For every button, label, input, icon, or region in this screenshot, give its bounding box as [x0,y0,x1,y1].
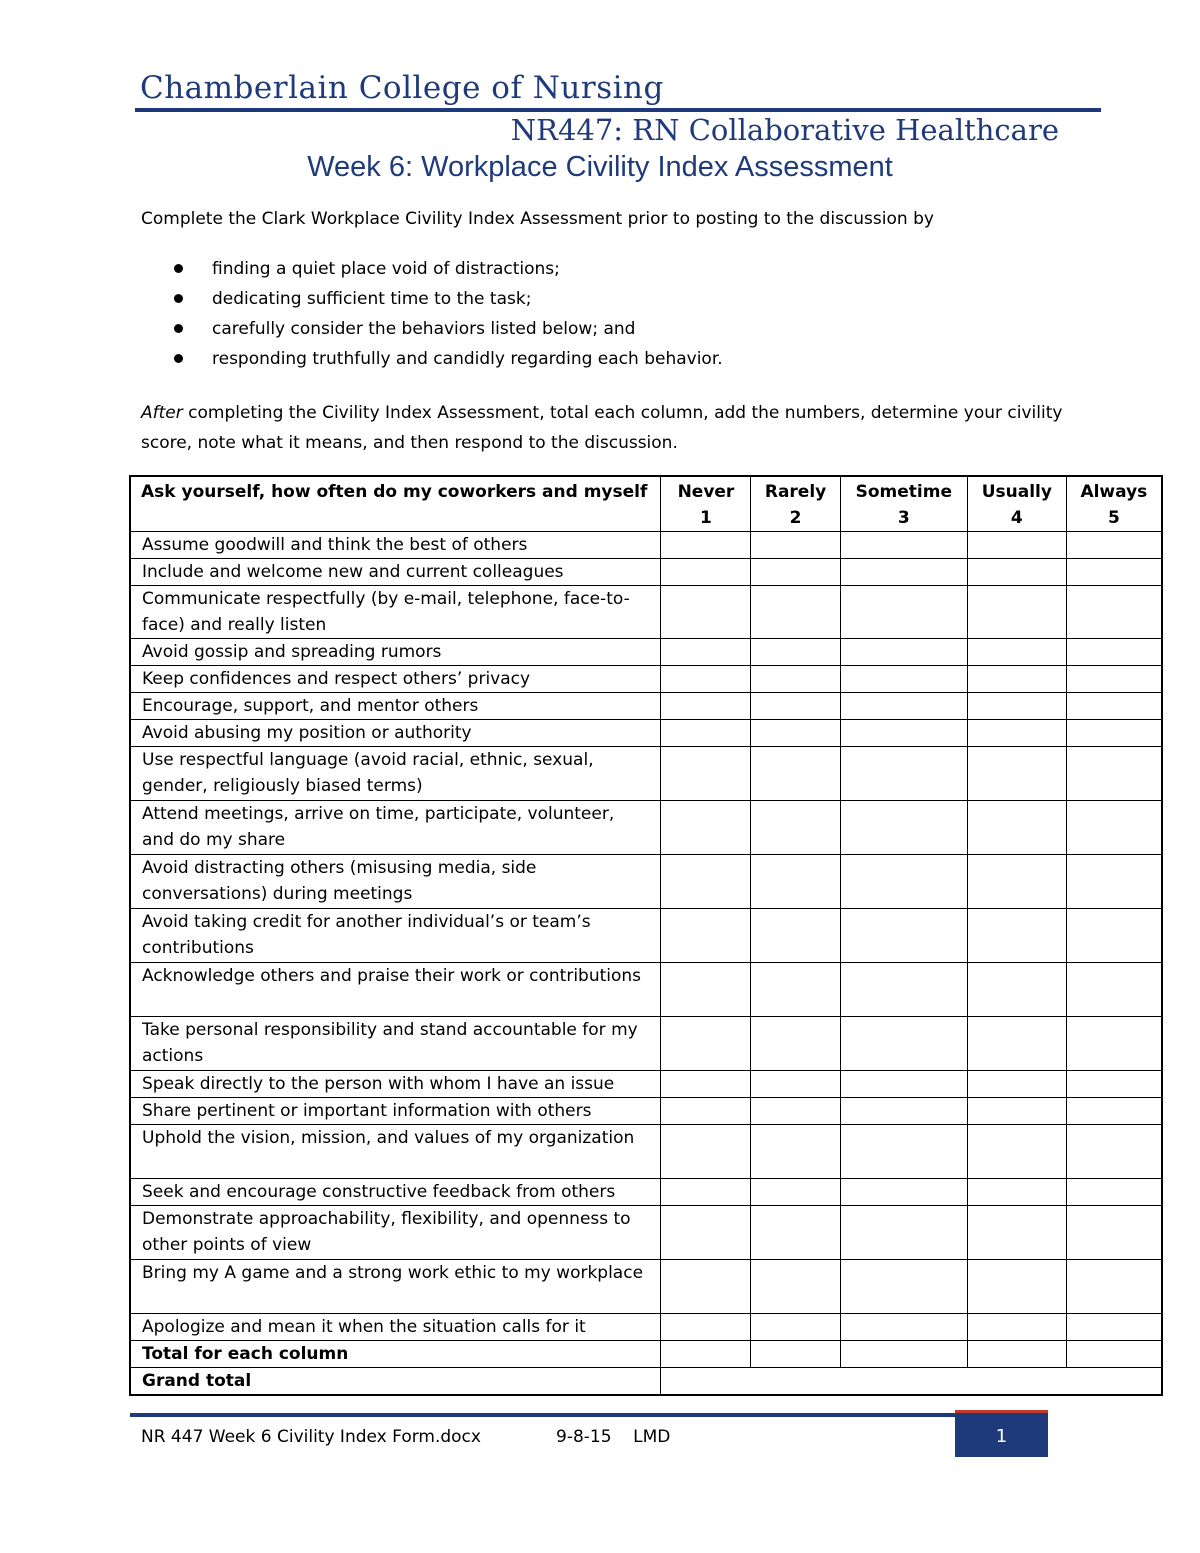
score-cell[interactable] [1066,1098,1162,1125]
score-cell[interactable] [751,693,840,720]
scale-value: 5 [1107,508,1120,528]
behavior-item: Avoid gossip and spreading rumors [130,639,661,666]
behavior-item: Communicate respectfully (by e-mail, telephone, face-to-face) and really listen [130,586,661,639]
score-cell[interactable] [661,666,751,693]
score-cell[interactable] [840,1098,967,1125]
score-cell[interactable] [1066,639,1162,666]
after-text: completing the Civility Index Assessment, total each column, add the numbers, determine your civility score, note what it means, and then respond to the discussion. [141,403,1063,453]
score-cell[interactable] [967,1125,1066,1179]
behavior-item: Demonstrate approachability, flexibility, and openness to other points of view [130,1206,661,1260]
score-cell[interactable] [751,720,840,747]
table-row [130,639,1162,666]
score-cell[interactable] [1066,666,1162,693]
score-cell[interactable] [751,1017,840,1071]
behavior-item: Avoid distracting others (misusing media, side conversations) during meetings [130,855,661,909]
score-cell[interactable] [751,559,840,586]
table-row [130,801,1162,855]
scale-value: 4 [1010,508,1023,528]
footer-filename: NR 447 Week 6 Civility Index Form.docx [141,1427,481,1447]
score-cell[interactable] [661,1071,751,1098]
scale-header-sometime [840,476,967,532]
score-cell[interactable] [661,1017,751,1071]
behavior-item: Seek and encourage constructive feedback from others [130,1179,661,1206]
score-cell[interactable] [840,559,967,586]
score-cell[interactable] [1066,532,1162,559]
total-cell[interactable] [661,1341,751,1368]
score-cell[interactable] [751,1071,840,1098]
civility-index-table [129,475,1163,1396]
table-row [130,1260,1162,1314]
score-cell[interactable] [661,1260,751,1314]
score-cell[interactable] [751,1206,840,1260]
score-cell[interactable] [967,1179,1066,1206]
behavior-item: Speak directly to the person with whom I have an issue [130,1071,661,1098]
score-cell[interactable] [661,720,751,747]
behavior-item: Assume goodwill and think the best of others [130,532,661,559]
score-cell[interactable] [1066,909,1162,963]
score-cell[interactable] [661,1125,751,1179]
score-cell[interactable] [1066,559,1162,586]
score-cell[interactable] [1066,1017,1162,1071]
score-cell[interactable] [751,909,840,963]
scale-value: 3 [897,508,910,528]
score-cell[interactable] [751,1314,840,1341]
score-cell[interactable] [661,963,751,1017]
scale-label: Always [1080,482,1148,502]
list-item-text: responding truthfully and candidly regarding each behavior. [212,349,723,369]
score-cell[interactable] [967,1098,1066,1125]
list-item [170,346,723,376]
table-row [130,909,1162,963]
table-row [130,1017,1162,1071]
behavior-item: Apologize and mean it when the situation calls for it [130,1314,661,1341]
scale-header-usually [967,476,1066,532]
scale-header-always [1066,476,1162,532]
score-cell[interactable] [661,639,751,666]
table-row [130,666,1162,693]
bullet-icon [174,264,183,273]
table-row [130,1206,1162,1260]
score-cell[interactable] [840,747,967,801]
footer-rule [130,1413,1048,1417]
score-cell[interactable] [1066,801,1162,855]
scale-value: 1 [700,508,712,528]
score-cell[interactable] [661,801,751,855]
score-cell[interactable] [967,720,1066,747]
score-cell[interactable] [751,586,840,639]
score-cell[interactable] [1066,1206,1162,1260]
total-cell[interactable] [751,1341,840,1368]
score-cell[interactable] [840,963,967,1017]
score-cell[interactable] [661,909,751,963]
behavior-item: Share pertinent or important information with others [130,1098,661,1125]
list-item-text: dedicating sufficient time to the task; [212,289,532,309]
table-header-row [130,476,1162,532]
behavior-item: Uphold the vision, mission, and values of my organization [130,1125,661,1179]
table-row [130,720,1162,747]
behavior-item: Acknowledge others and praise their work or contributions [130,963,661,1017]
score-cell[interactable] [661,1098,751,1125]
behavior-item: Avoid abusing my position or authority [130,720,661,747]
score-cell[interactable] [840,801,967,855]
after-instructions [141,398,1081,458]
score-cell[interactable] [1066,963,1162,1017]
list-item-text: carefully consider the behaviors listed below; and [212,319,636,339]
score-cell[interactable] [967,532,1066,559]
course-title: NR447: RN Collaborative Healthcare [510,113,1059,147]
score-cell[interactable] [967,666,1066,693]
score-cell[interactable] [967,1206,1066,1260]
score-cell[interactable] [967,1071,1066,1098]
grand-total-label: Grand total [130,1368,661,1396]
score-cell[interactable] [840,855,967,909]
score-cell[interactable] [661,855,751,909]
score-cell[interactable] [1066,1071,1162,1098]
table-row [130,586,1162,639]
behavior-item: Take personal responsibility and stand accountable for my actions [130,1017,661,1071]
score-cell[interactable] [751,801,840,855]
score-cell[interactable] [967,801,1066,855]
score-cell[interactable] [967,855,1066,909]
score-cell[interactable] [1066,693,1162,720]
behavior-item: Encourage, support, and mentor others [130,693,661,720]
table-row [130,559,1162,586]
score-cell[interactable] [661,559,751,586]
column-total-row [130,1341,1162,1368]
score-cell[interactable] [840,532,967,559]
grand-total-row [130,1368,1162,1396]
score-cell[interactable] [751,1260,840,1314]
score-cell[interactable] [661,1314,751,1341]
score-cell[interactable] [967,1017,1066,1071]
score-cell[interactable] [840,1125,967,1179]
list-item [170,316,723,346]
score-cell[interactable] [751,747,840,801]
score-cell[interactable] [967,693,1066,720]
score-cell[interactable] [967,909,1066,963]
list-item [170,256,723,286]
total-cell[interactable] [1066,1341,1162,1368]
table-row [130,855,1162,909]
table-row [130,747,1162,801]
score-cell[interactable] [1066,1179,1162,1206]
score-cell[interactable] [751,1125,840,1179]
score-cell[interactable] [1066,747,1162,801]
list-item [170,286,723,316]
intro-text: Complete the Clark Workplace Civility Index Assessment prior to posting to the discussion by [141,209,934,229]
score-cell[interactable] [1066,855,1162,909]
score-cell[interactable] [840,1260,967,1314]
table-row [130,693,1162,720]
score-cell[interactable] [661,747,751,801]
score-cell[interactable] [840,666,967,693]
score-cell[interactable] [661,532,751,559]
table-row [130,1098,1162,1125]
score-cell[interactable] [967,963,1066,1017]
college-name: Chamberlain College of Nursing [140,70,664,106]
score-cell[interactable] [840,639,967,666]
score-cell[interactable] [751,639,840,666]
score-cell[interactable] [1066,720,1162,747]
score-cell[interactable] [967,639,1066,666]
header-rule [135,108,1101,112]
score-cell[interactable] [751,1098,840,1125]
bullet-icon [174,294,183,303]
score-cell[interactable] [967,1314,1066,1341]
grand-total-cell[interactable] [661,1368,1162,1396]
bullet-icon [174,324,183,333]
score-cell[interactable] [840,1179,967,1206]
score-cell[interactable] [840,586,967,639]
instruction-list [170,256,723,376]
score-cell[interactable] [840,909,967,963]
behavior-item: Attend meetings, arrive on time, participate, volunteer, and do my share [130,801,661,855]
score-cell[interactable] [1066,1125,1162,1179]
table-row [130,1071,1162,1098]
table-row [130,532,1162,559]
score-cell[interactable] [840,1017,967,1071]
score-cell[interactable] [1066,1314,1162,1341]
week-title: Week 6: Workplace Civility Index Assessment [307,151,893,183]
score-cell[interactable] [840,1314,967,1341]
bullet-icon [174,354,183,363]
score-cell[interactable] [840,1071,967,1098]
score-cell[interactable] [967,559,1066,586]
behavior-item: Include and welcome new and current colleagues [130,559,661,586]
table-row [130,1125,1162,1179]
scale-label: Usually [981,482,1052,502]
score-cell[interactable] [967,586,1066,639]
score-cell[interactable] [967,1260,1066,1314]
score-cell[interactable] [840,1206,967,1260]
behavior-item: Avoid taking credit for another individual’s or team’s contributions [130,909,661,963]
score-cell[interactable] [1066,1260,1162,1314]
total-cell[interactable] [840,1341,967,1368]
score-cell[interactable] [751,532,840,559]
footer-date: 9-8-15 LMD [556,1427,671,1447]
score-cell[interactable] [661,586,751,639]
score-cell[interactable] [751,963,840,1017]
score-cell[interactable] [840,720,967,747]
column-total-label: Total for each column [130,1341,661,1368]
behavior-item: Bring my A game and a strong work ethic to my workplace [130,1260,661,1314]
score-cell[interactable] [751,1179,840,1206]
score-cell[interactable] [661,1179,751,1206]
behavior-item: Use respectful language (avoid racial, ethnic, sexual, gender, religiously biased terms) [130,747,661,801]
score-cell[interactable] [751,666,840,693]
table-row [130,1314,1162,1341]
score-cell[interactable] [840,693,967,720]
score-cell[interactable] [751,855,840,909]
scale-label: Sometime [855,482,952,502]
after-emphasis: After [141,403,183,423]
page-number: 1 [955,1417,1048,1457]
list-item-text: finding a quiet place void of distractions; [212,259,560,279]
table-row [130,963,1162,1017]
score-cell[interactable] [661,1206,751,1260]
score-cell[interactable] [967,747,1066,801]
scale-label: Rarely [764,482,827,502]
table-row [130,1179,1162,1206]
total-cell[interactable] [967,1341,1066,1368]
scale-label: Never [677,482,735,502]
scale-value: 2 [789,508,802,528]
question-header: Ask yourself, how often do my coworkers and myself [130,476,661,532]
behavior-item: Keep confidences and respect others’ privacy [130,666,661,693]
score-cell[interactable] [661,693,751,720]
scale-header-rarely [751,476,840,532]
score-cell[interactable] [1066,586,1162,639]
scale-header-never [661,476,751,532]
